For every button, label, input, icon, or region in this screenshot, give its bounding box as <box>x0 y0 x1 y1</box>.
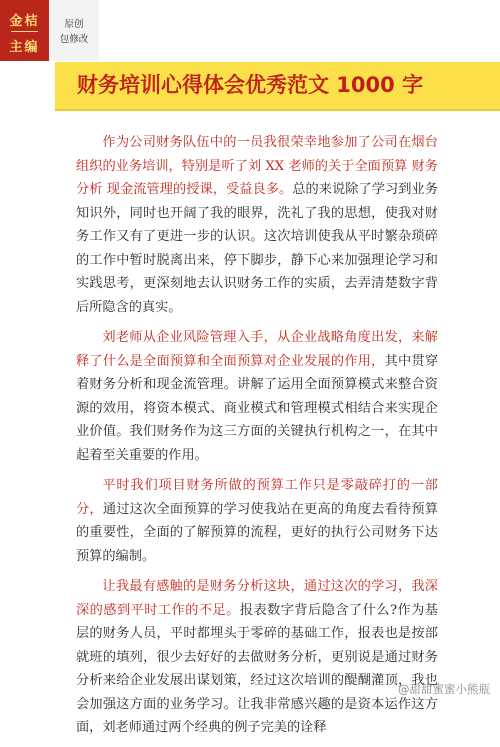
highlighted-text: 平时我们项目财务所做的预算工作只是零敲碎打的一部分， <box>76 478 438 517</box>
badge-divider <box>11 31 38 32</box>
stamp-line-1: 原创 <box>64 19 84 30</box>
body-text: 通过这次全面预算的学习使我站在更高的角度去看待预算的重要性，全面的了解预算的流程，更好的执行公司财务下达预算的编制。 <box>76 501 439 564</box>
paragraph <box>76 131 438 319</box>
banner-underline <box>55 109 500 111</box>
paragraph <box>76 474 438 568</box>
highlighted-text: 作为公司财务队伍中的一员我很荣幸地参加了公司在烟台组织的业务培训，特别是听了刘 XX 老师的关于全面预算 财务分析 现金流管理的授课，受益良多。 <box>76 135 438 197</box>
article-body <box>76 131 438 747</box>
badge-line-1: 金桔 <box>9 14 40 29</box>
badge-line-2: 主编 <box>9 40 40 55</box>
paragraph <box>76 326 438 467</box>
paragraph <box>76 575 438 740</box>
original-stamp <box>49 0 99 61</box>
body-text: 其中贯穿着财务分析和现金流管理。讲解了运用全面预算模式来整合资源的效用，将资本模式、商业模式和管理模式相结合来实现企业价值。我们财务作为这三方面的关键执行机构之一，在其中起着至关重要的作用。 <box>76 353 439 463</box>
page-title: 财务培训心得体会优秀范文 1000 字 <box>77 73 424 97</box>
highlighted-text: 让我最有感触的是财务分析这块，通过这次的学习，我深深的感到平时工作的不足。 <box>76 579 438 618</box>
brand-badge <box>0 0 49 61</box>
body-text: 报表数字背后隐含了什么?作为基层的财务人员，平时都埋头于零碎的基础工作，报表也是按部就班的填列，很少去好好的去做财务分析，更别说是通过财务分析来给企业发展出谋划策，经过这次培训的醍醐灌顶，我也会加强这方面的业务学习。让我非常感兴趣的是资本运作这方面，刘老师通过两个经典的例子完美的诠释 <box>76 602 438 735</box>
author-watermark: @甜甜蜜蜜小熊瓶 <box>398 682 490 696</box>
body-text: 总的来说除了学习到业务知识外，同时也开阔了我的眼界，洗礼了我的思想，使我对财务工作又有了更进一步的认识。这次培训使我从平时繁杂琐碎的工作中暂时脱离出来，停下脚步，静下心来加强理论学习和实践思考，更深刻地去认识财务工作的实质，去弄清楚数字背后所隐含的真实。 <box>76 182 439 315</box>
highlighted-text: 刘老师从企业风险管理入手，从企业战略角度出发，来解释了什么是全面预算和全面预算对企业发展的作用， <box>76 330 438 369</box>
stamp-line-2: 包修改 <box>59 34 89 45</box>
title-banner <box>55 62 500 109</box>
